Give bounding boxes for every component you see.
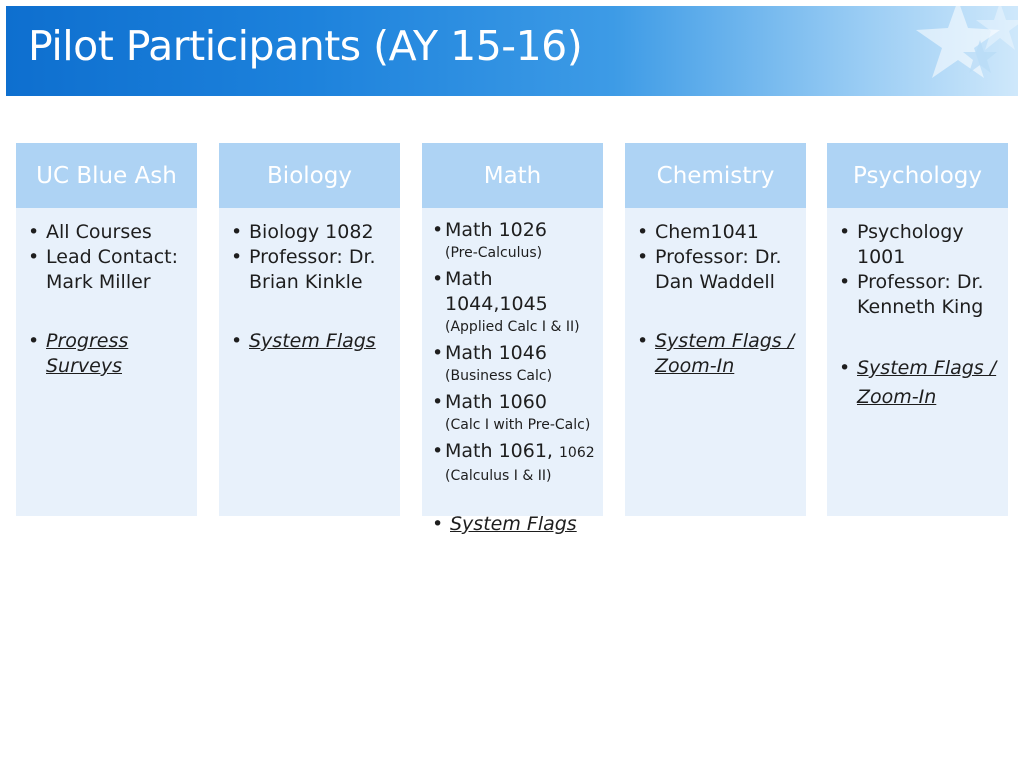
- bullet-icon: •: [28, 330, 40, 352]
- column-header: Chemistry: [625, 143, 806, 208]
- list-item: • Psychology 1001: [839, 221, 964, 268]
- bullet-icon: •: [231, 221, 243, 243]
- list-item: • Math 1044,1045 (Applied Calc I & II): [432, 268, 580, 335]
- column-chemistry: [625, 143, 806, 516]
- column-body: [422, 208, 603, 537]
- system-flags-link[interactable]: System Flags: [249, 330, 376, 352]
- list-item: • Math 1060 (Calc I with Pre-Calc): [432, 391, 591, 433]
- system-flags-zoom-in-link[interactable]: System Flags / Zoom-In: [857, 357, 997, 408]
- list-item: • All Courses: [28, 221, 152, 243]
- column-body: [625, 208, 806, 379]
- bullet-icon: •: [432, 513, 444, 535]
- list-item: [637, 329, 800, 379]
- list-item: [839, 354, 1002, 412]
- column-header: UC Blue Ash: [16, 143, 197, 208]
- list-item: • Lead Contact: Mark Miller: [28, 246, 179, 293]
- list-item: • Professor: Dr. Kenneth King: [839, 271, 984, 318]
- bullet-icon: •: [432, 219, 444, 241]
- bullet-icon: •: [637, 221, 649, 243]
- column-body: [219, 208, 400, 354]
- bullet-icon: •: [839, 271, 851, 293]
- bullet-icon: •: [28, 246, 40, 268]
- bullet-icon: •: [432, 391, 444, 413]
- column-biology: [219, 143, 400, 516]
- bullet-icon: •: [839, 221, 851, 243]
- list-item: • Math 1026 (Pre-Calculus): [432, 219, 547, 261]
- bullet-icon: •: [231, 246, 243, 268]
- list-item: • Biology 1082: [231, 221, 374, 243]
- column-header: Psychology: [827, 143, 1008, 208]
- bullet-icon: •: [432, 268, 444, 290]
- bullet-icon: •: [839, 357, 851, 379]
- title-banner: [6, 6, 1018, 96]
- column-math: [422, 143, 603, 535]
- column-psychology: [827, 143, 1008, 516]
- system-flags-link[interactable]: System Flags: [450, 513, 577, 535]
- star-icon: [908, 6, 1018, 96]
- bullet-icon: •: [28, 221, 40, 243]
- bullet-icon: •: [231, 330, 243, 352]
- progress-surveys-link[interactable]: Progress Surveys: [46, 330, 129, 377]
- bullet-icon: •: [432, 440, 444, 462]
- bullet-icon: •: [637, 246, 649, 268]
- list-item: [28, 329, 191, 379]
- column-body: [827, 208, 1008, 412]
- list-item: • Math 1046 (Business Calc): [432, 342, 553, 384]
- list-item: • Professor: Dr. Brian Kinkle: [231, 246, 376, 293]
- column-body: [16, 208, 197, 379]
- bullet-icon: •: [432, 342, 444, 364]
- slide-title: Pilot Participants (AY 15-16): [28, 22, 583, 70]
- column-header: Math: [422, 143, 603, 208]
- column-uc-blue-ash: [16, 143, 197, 516]
- list-item: • Math 1061, 1062 (Calculus I & II): [432, 440, 595, 484]
- bullet-icon: •: [637, 330, 649, 352]
- list-item: • Professor: Dr. Dan Waddell: [637, 246, 782, 293]
- list-item: [432, 512, 599, 537]
- list-item: • Chem1041: [637, 221, 759, 243]
- column-header: Biology: [219, 143, 400, 208]
- system-flags-zoom-in-link[interactable]: System Flags / Zoom-In: [655, 330, 795, 377]
- list-item: [231, 329, 394, 354]
